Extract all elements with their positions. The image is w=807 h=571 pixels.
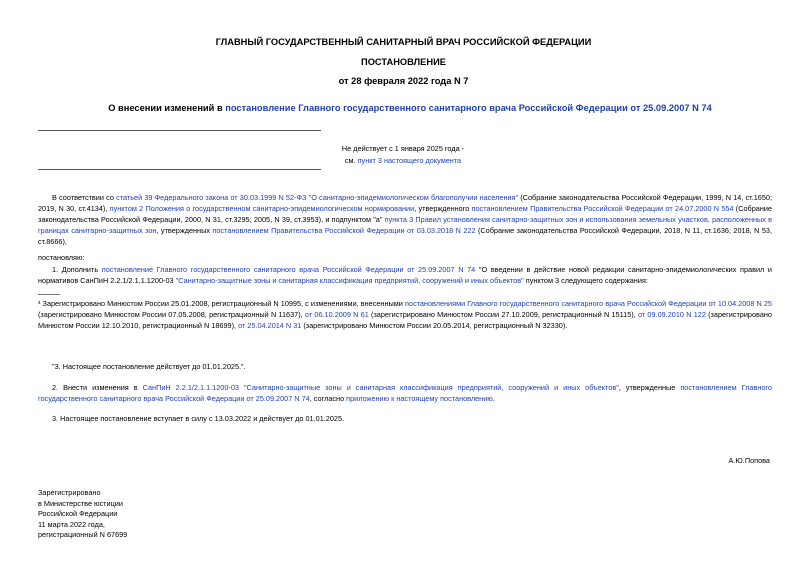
footnote-marker: ¹ bbox=[38, 299, 41, 308]
item-3-paragraph: 3. Настоящее постановление вступает в силу с 13.03.2022 и действует до 01.01.2025. bbox=[52, 414, 345, 423]
item-1-paragraph bbox=[38, 264, 772, 286]
link-rules-item-3[interactable]: пункта 3 Правил установления санитарно-защитных зон и использования земельных участков, расположенных в границах санитарно-защитных зон bbox=[38, 215, 773, 235]
footnote-text: (зарегистрировано Минюстом России 07.05.2008, регистрационный N 11637), bbox=[38, 310, 305, 319]
item-1-text: "О введении в действие новой редакции санитарно-эпидемиологических правил и нормативов СанПиН 2.2.1/2.1.1.1200-03 bbox=[38, 265, 772, 285]
registration-line: Зарегистрировано bbox=[38, 488, 101, 497]
link-resolution-74-b[interactable]: постановлением Главного государственного санитарного врача Российской Федерации от 25.09.2007 N 74 bbox=[38, 383, 772, 403]
preamble-paragraph bbox=[38, 192, 772, 247]
link-resolution-122[interactable]: от 09.09.2010 N 122 bbox=[637, 310, 706, 319]
item-2-text: , утвержденные bbox=[618, 383, 681, 392]
document-subject bbox=[30, 103, 790, 114]
status-note-line2 bbox=[330, 155, 476, 167]
registration-line: в Министерстве юстиции bbox=[38, 498, 123, 508]
item-1-text: 1. Дополнить bbox=[52, 265, 102, 274]
link-resolution-31[interactable]: от 25.04.2014 N 31 bbox=[238, 321, 302, 330]
item-2-text: 2. Внести изменения в bbox=[52, 383, 143, 392]
link-resolution-74[interactable]: постановление Главного государственного санитарного врача Российской Федерации от 25.09.2007 N 74 bbox=[101, 265, 476, 274]
document-date-number: от 28 февраля 2022 года N 7 bbox=[338, 76, 469, 86]
link-resolution-25[interactable]: постановлениями Главного государственного санитарного врача Российской Федерации от 10.04.2008 N 25 bbox=[404, 299, 772, 308]
footnote-text: (зарегистрировано Минюстом России 20.05.2014, регистрационный N 32330). bbox=[301, 321, 568, 330]
divider-bottom bbox=[38, 169, 321, 170]
footnote-paragraph bbox=[38, 298, 772, 331]
item-2-paragraph bbox=[38, 382, 772, 404]
subject-link[interactable]: постановление Главного государственного санитарного врача Российской Федерации от 25.09.2007 N 74 bbox=[225, 103, 712, 113]
footnote-text: Зарегистрировано Минюстом России 25.01.2008, регистрационный N 10995, с изменениями, внесенными bbox=[40, 299, 405, 308]
link-sanpin[interactable]: СанПиН 2.2.1/2.1.1.1200-03 "Санитарно-защитные зоны и санитарная классификация предприятий, сооружений и иных объектов" bbox=[142, 383, 619, 392]
link-resolution-222[interactable]: постановлением Правительства Российской Федерации от 03.03.2018 N 222 bbox=[212, 226, 476, 235]
preamble-text: (Собрание законодательства Российской Федерации, 1999, N 14, ст.1650; 2019, N 30, ст.4134), bbox=[38, 193, 772, 213]
quoted-item-3: "3. Настоящее постановление действует до 01.01.2025.". bbox=[52, 362, 246, 371]
link-regulation-item-2[interactable]: пунктом 2 Положения о государственном санитарно-эпидемиологическом нормировании bbox=[109, 204, 415, 213]
footnote-text: (зарегистрировано Минюстом России 27.10.2009, регистрационный N 15115), bbox=[368, 310, 638, 319]
item-2-text: , согласно bbox=[309, 394, 347, 403]
link-resolution-554[interactable]: постановлением Правительства Российской Федерации от 24.07.2000 N 554 bbox=[471, 204, 734, 213]
link-sanpin-title[interactable]: "Санитарно-защитные зоны и санитарная классификация предприятий, сооружений и иных объектов" bbox=[175, 276, 524, 285]
registration-line: Российской Федерации bbox=[38, 509, 118, 518]
status-note-link[interactable]: пункт 3 настоящего документа bbox=[357, 156, 462, 165]
registration-line: 11 марта 2022 года, bbox=[38, 519, 105, 529]
divider-top bbox=[38, 130, 321, 131]
status-note-line1: Не действует с 1 января 2025 года - bbox=[341, 144, 465, 153]
registration-block bbox=[38, 488, 127, 541]
document-type: ПОСТАНОВЛЕНИЕ bbox=[361, 57, 446, 67]
signature: А.Ю.Попова bbox=[728, 456, 770, 465]
subject-prefix: О внесении изменений в bbox=[108, 103, 226, 113]
preamble-text: , утвержденных bbox=[156, 226, 213, 235]
status-note-prefix: см. bbox=[344, 156, 358, 165]
registration-line: регистрационный N 67699 bbox=[38, 530, 128, 539]
preamble-text: , утвержденного bbox=[414, 204, 472, 213]
preamble-text: (Собрание законодательства Российской Федерации, 2018, N 11, ст.1636; 2018, N 53, ст.8666), bbox=[38, 226, 772, 246]
preamble-text: (Собрание законодательства Российской Федерации, 2000, N 31, ст.3295; 2005, N 39, ст.3953), и подпунктом "а" bbox=[38, 204, 773, 224]
status-note bbox=[330, 143, 476, 167]
item-2-text: . bbox=[492, 394, 495, 403]
footnote-text: (зарегистрировано Минюстом России 12.10.2010, регистрационный N 18699), bbox=[38, 310, 772, 330]
footnote-divider bbox=[38, 294, 60, 295]
preamble-text: В соответствии со bbox=[52, 193, 117, 202]
item-1-text: пунктом 3 следующего содержания: bbox=[523, 276, 648, 285]
issuing-authority: ГЛАВНЫЙ ГОСУДАРСТВЕННЫЙ САНИТАРНЫЙ ВРАЧ РОССИЙСКОЙ ФЕДЕРАЦИИ bbox=[215, 37, 592, 47]
link-article-39[interactable]: статьей 39 Федерального закона от 30.03.1999 N 52-ФЗ "О санитарно-эпидемиологическом благополучии населения" bbox=[116, 193, 519, 202]
link-resolution-61[interactable]: от 06.10.2009 N 61 bbox=[304, 310, 369, 319]
link-appendix[interactable]: приложению к настоящему постановлению bbox=[346, 394, 493, 403]
resolves-text: постановляю: bbox=[38, 253, 85, 262]
